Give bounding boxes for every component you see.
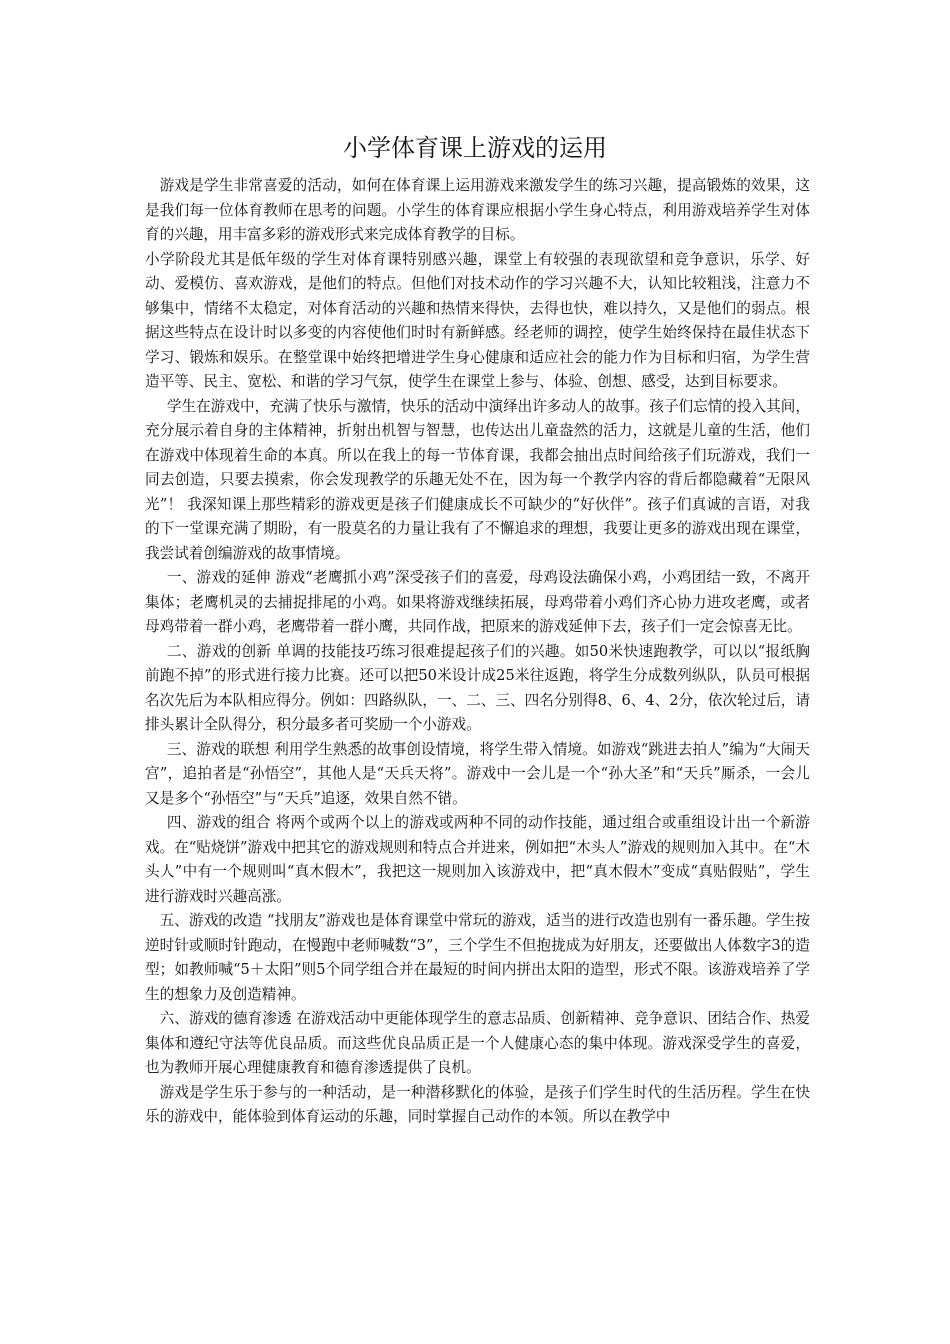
document-body <box>145 174 810 1130</box>
paragraph: 六、游戏的德育渗透 在游戏活动中更能体现学生的意志品质、创新精神、竞争意识、团结合作、热爱集体和遵纪守法等优良品质。而这些优良品质正是一个人健康心态的集中体现。游戏深受学生的喜爱，也为教师开展心理健康教育和德育渗透提供了良机。 <box>145 1010 810 1076</box>
paragraph: 五、游戏的改造 “找朋友”游戏也是体育课堂中常玩的游戏，适当的进行改造也别有一番乐趣。学生按逆时针或顺时针跑动，在慢跑中老师喊数“3”，三个学生不但抱拢成为好朋友，还要做出人体数字3的造型；如教师喊“5＋太阳”则5个同学组合并在最短的时间内拼出太阳的造型，形式不限。该游戏培养了学生的想象力及创造精神。 <box>145 912 810 1003</box>
paragraph: 游戏是学生乐于参与的一种活动，是一种潜移默化的体验，是孩子们学生时代的生活历程。学生在快乐的游戏中，能体验到体育运动的乐趣，同时掌握自己动作的本领。所以在教学中 <box>145 1083 810 1125</box>
paragraph: 四、游戏的组合 将两个或两个以上的游戏或两种不同的动作技能，通过组合或重组设计出一个新游戏。在“贴烧饼”游戏中把其它的游戏规则和特点合并进来，例如把“木头人”游戏的规则加入其中。在“木头人”中有一个规则叫“真木假木”，我把这一规则加入该游戏中，把“真木假木”变成“真贴假贴”，学生进行游戏时兴趣高涨。 <box>145 814 810 905</box>
paragraph: 学生在游戏中，充满了快乐与激情，快乐的活动中演绎出许多动人的故事。孩子们忘情的投入其间，充分展示着自身的主体精神，折射出机智与智慧，也传达出儿童盎然的活力，这就是儿童的生活，他们在游戏中体现着生命的本真。所以在我上的每一节体育课，我都会抽出点时间给孩子们玩游戏，我们一同去创造，只要去摸索，你会发现教学的乐趣无处不在，因为每一个教学内容的背后都隐藏着“无限风光”！ 我深知课上那些精彩的游戏更是孩子们健康成长不可缺少的“好伙伴”。孩子们真诚的言语，对我的下一堂课充满了期盼，有一股莫名的力量让我有了不懈追求的理想，我要让更多的游戏出现在课堂，我尝试着创编游戏的故事情境。 <box>145 397 810 562</box>
paragraph: 游戏是学生非常喜爱的活动，如何在体育课上运用游戏来激发学生的练习兴趣，提高锻炼的效果，这是我们每一位体育教师在思考的问题。小学生的体育课应根据小学生身心特点，利用游戏培养学生对体育的兴趣，用丰富多彩的游戏形式来完成体育教学的目标。 <box>145 177 810 243</box>
document-title: 小学体育课上游戏的运用 <box>343 134 607 162</box>
paragraph: 二、游戏的创新 单调的技能技巧练习很难提起孩子们的兴趣。如50米快速跑教学，可以以“报纸胸前跑不掉”的形式进行接力比赛。还可以把50米设计成25米往返跑，将学生分成数列纵队，队员可根据名次先后为本队相应得分。例如：四路纵队，一、二、三、四名分别得8、6、4、2分，依次轮过后，请排头累计全队得分，积分最多者可奖励一个小游戏。 <box>145 642 810 733</box>
paragraph: 小学阶段尤其是低年级的学生对体育课特别感兴趣，课堂上有较强的表现欲望和竞争意识，乐学、好动、爱模仿、喜欢游戏，是他们的特点。但他们对技术动作的学习兴趣不大，认知比较粗浅，注意力不够集中，情绪不太稳定，对体育活动的兴趣和热情来得快，去得也快，难以持久，又是他们的弱点。根据这些特点在设计时以多变的内容使他们时时有新鲜感。经老师的调控，使学生始终保持在最佳状态下学习、锻炼和娱乐。在整堂课中始终把增进学生身心健康和适应社会的能力作为目标和归宿，为学生营造平等、民主、宽松、和谐的学习气氛，使学生在课堂上参与、体验、创想、感受，达到目标要求。 <box>145 250 810 390</box>
paragraph: 三、游戏的联想 利用学生熟悉的故事创设情境，将学生带入情境。如游戏“跳进去拍人”编为“大闹天宫”，追拍者是“孙悟空”，其他人是“天兵天将”。游戏中一会儿是一个“孙大圣”和“天兵”厮杀，一会儿又是多个“孙悟空”与“天兵”追逐，效果自然不错。 <box>145 740 810 807</box>
paragraph: 一、游戏的延伸 游戏“老鹰抓小鸡”深受孩子们的喜爱，母鸡设法确保小鸡，小鸡团结一致，不离开集体；老鹰机灵的去捕捉排尾的小鸡。如果将游戏继续拓展，母鸡带着小鸡们齐心协力进攻老鹰，或者母鸡带着一群小鸡，老鹰带着一群小鹰，共同作战，把原来的游戏延伸下去，孩子们一定会惊喜无比。 <box>145 569 810 635</box>
